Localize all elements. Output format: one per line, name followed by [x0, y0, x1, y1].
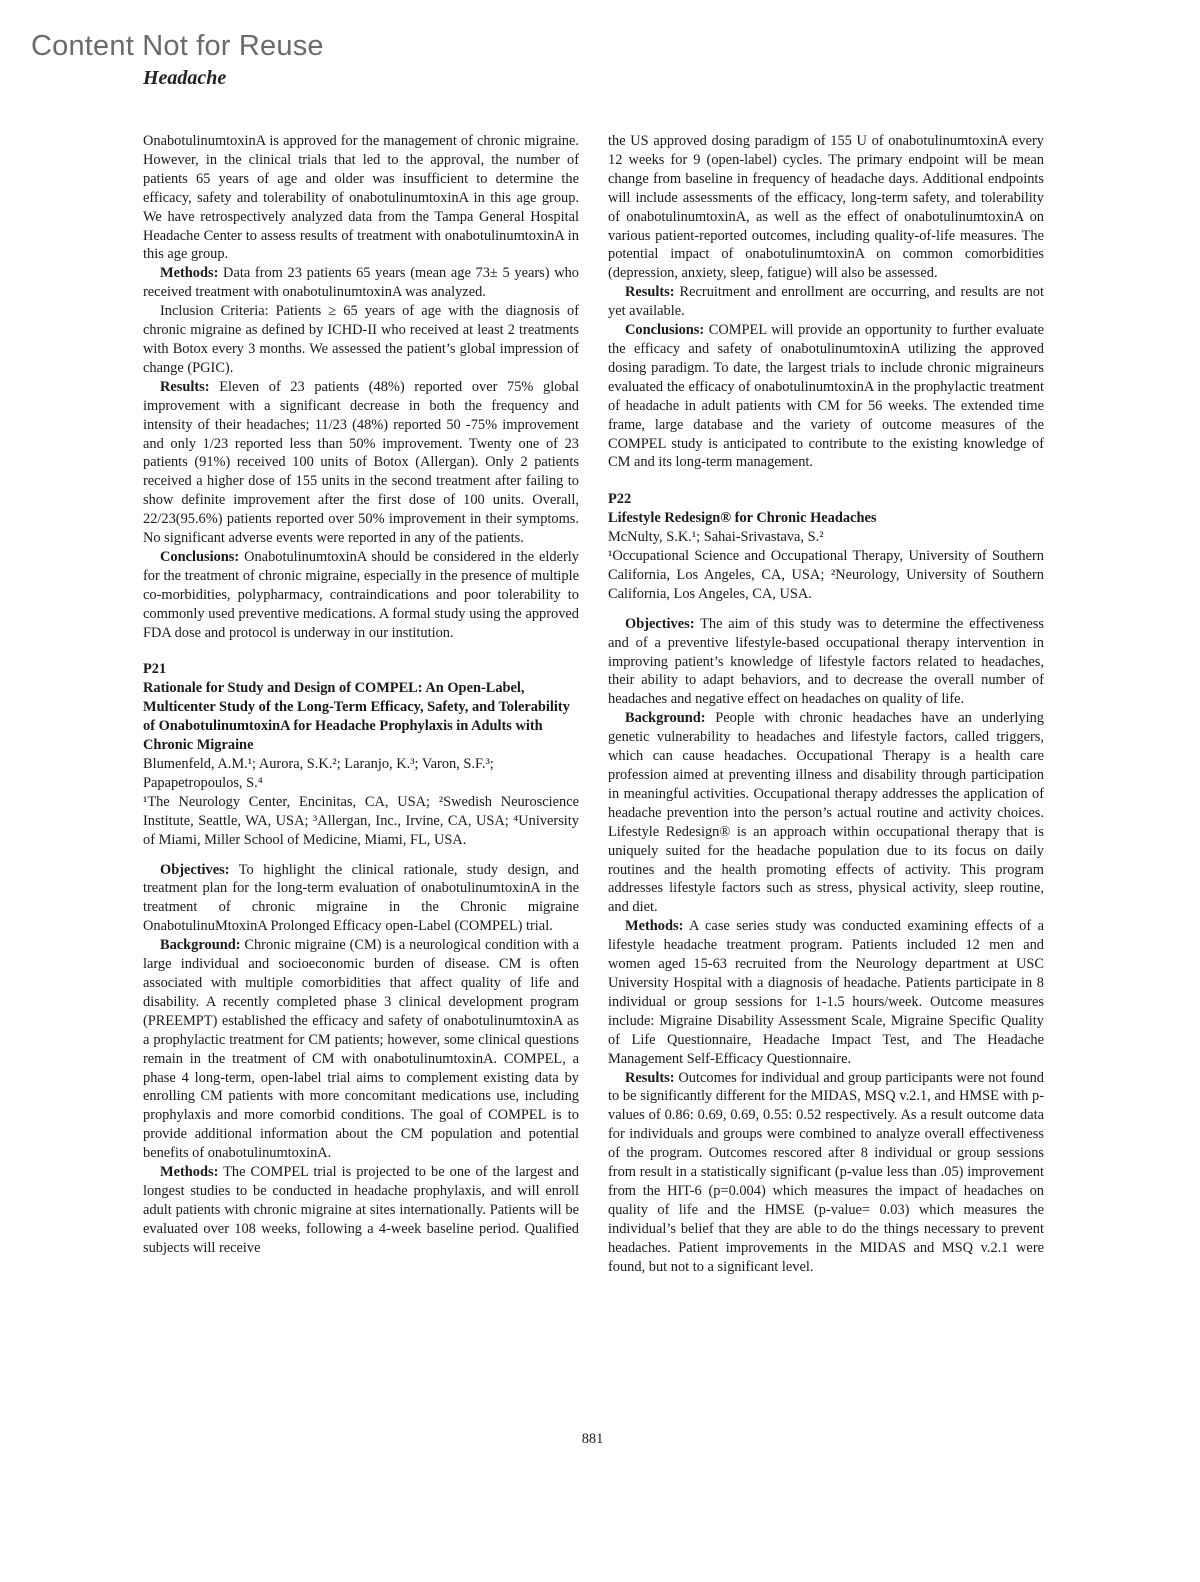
- authors-p22: McNulty, S.K.¹; Sahai-Srivastava, S.²: [608, 529, 824, 546]
- p20-methods: [143, 264, 579, 302]
- section-text: Chronic migraine (CM) is a neurological condition with a large individual and socioeconomic burden of disease. CM is often associated with multiple comorbidities that affect quality of life and disability. A recently completed phase 3 clinical development program (PREEMPT) established the efficacy and safety of onabotulinumtoxinA as a prophylactic treatment for CM patients; however, some clinical questions remain in the treatment of CM with onabotulinumtoxinA. COMPEL, a phase 4 long-term, open-label trial aims to complement existing data by enrolling CM patients with more concomitant medications use, including prophylaxis and more comorbid conditions. The goal of COMPEL is to provide additional information about the CM population and potential benefits of onabotulinumtoxinA.: [143, 937, 579, 1162]
- section-text: A case series study was conducted examining effects of a lifestyle headache treatment program. Patients included 12 men and women aged 15-63 recruited from the Neurology department at USC University Hospital with a diagnosis of headache. Patients participate in 8 individual or group sessions for 1-1.5 hours/week. Outcome measures include: Migraine Disability Assessment Scale, Migraine Specific Quality of Life Questionnaire, Headache Impact Test, and The Headache Management Self-Efficacy Questionnaire.: [608, 918, 1044, 1067]
- section-label: Methods:: [160, 1164, 219, 1181]
- section-label: Background:: [625, 710, 706, 727]
- section-text: Outcomes for individual and group participants were not found to be significantly different for the MIDAS, MSQ v.2.1, and HMSE with p-values of 0.86: 0.69, 0.69, 0.55: 0.52 respectively. As a result outcome data for individuals and groups were combined to analyze overall effectiveness of the program. Outcomes rescored after 8 individual or group sessions from result in a statistically significant (p-value less than .05) improvement from the HIT-6 (p=0.004) which measures the impact of headaches on quality of life and the HMSE (p-value= 0.03) which measures the individual’s belief that they are able to do the things necessary to prevent headaches. Patient improvements in the MIDAS and MSQ v.2.1 were found, but not to a significant level.: [608, 1069, 1044, 1275]
- section-label: Background:: [160, 937, 241, 954]
- right-column: [608, 132, 1044, 1276]
- p21-objectives: [143, 861, 579, 937]
- p20-inclusion: Inclusion Criteria: Patients ≥ 65 years of age with the diagnosis of chronic migraine as defined by ICHD-II who received at least 2 treatments with Botox every 3 months. We assessed the patient’s global impression of change (PGIC).: [143, 303, 579, 376]
- section-text: The aim of this study was to determine the effectiveness and of a preventive lifestyle-based occupational therapy intervention in improving patient’s knowledge of lifestyle factors related to headaches, their ability to adapt behaviors, and to decrease the overall number of headaches and negative effect on headaches on quality of life.: [608, 615, 1044, 708]
- section-label: Conclusions:: [160, 548, 240, 565]
- p22-objectives: [608, 615, 1044, 710]
- p20-conclusions: [143, 548, 579, 643]
- section-text: People with chronic headaches have an underlying genetic vulnerability to headaches and lifestyle factors, called triggers, which can cause headaches. Occupational Therapy is a health care profession aimed at preventing illness and disability through participation in meaningful activities. Occupational therapy addresses the application of headache prevention into the person’s actual routine and activity choices. Lifestyle Redesign® is an approach within occupational therapy that is uniquely suited for the headache population due to its focus on daily routines and the health promoting effects of activity. This program addresses lifestyle factors such as stress, physical activity, sleep routine, and diet.: [608, 710, 1044, 916]
- abstract-title-p21: Rationale for Study and Design of COMPEL: An Open-Label, Multicenter Study of the Long-Term Efficacy, Safety, and Tolerability of OnabotulinumtoxinA for Headache Prophylaxis in Adults with Chronic Migraine: [143, 680, 570, 754]
- page-number: 881: [581, 1431, 604, 1447]
- affiliations-p21: ¹The Neurology Center, Encinitas, CA, USA; ²Swedish Neuroscience Institute, Seattle, WA, USA; ³Allergan, Inc., Irvine, CA, USA; ⁴University of Miami, Miller School of Medicine, Miami, FL, USA.: [143, 793, 579, 848]
- journal-title: Headache: [143, 67, 227, 89]
- p21-conclusions: [608, 321, 1044, 472]
- section-label: Objectives:: [160, 861, 230, 878]
- p21-background: [143, 936, 579, 1163]
- authors-p21: Blumenfeld, A.M.¹; Aurora, S.K.²; Laranjo, K.³; Varon, S.F.³; Papapetropoulos, S.⁴: [143, 756, 494, 791]
- abstract-title-p22: Lifestyle Redesign® for Chronic Headaches: [608, 510, 877, 527]
- section-label: Methods:: [625, 918, 684, 935]
- left-column: [143, 132, 579, 1258]
- section-text: To highlight the clinical rationale, study design, and treatment plan for the long-term evaluation of onabotulinumtoxinA in the treatment of chronic migraine in the Chronic migraine OnabotulinuMtoxinA Prolonged Efficacy open-Label (COMPEL) trial.: [143, 861, 579, 935]
- section-text: The COMPEL trial is projected to be one of the largest and longest studies to be conducted in headache prophylaxis, and will enroll adult patients with chronic migraine at sites internationally. Patients will be evaluated over 108 weeks, following a 4-week baseline period. Qualified subjects will receive: [143, 1164, 579, 1256]
- abstract-number-p21: P21: [143, 661, 167, 678]
- p22-results: [608, 1069, 1044, 1277]
- section-text: OnabotulinumtoxinA should be considered in the elderly for the treatment of chronic migraine, especially in the presence of multiple co-morbidities, polypharmacy, contraindications and poor tolerability to commonly used preventive medications. A formal study using the approved FDA dose and protocol is underway in our institution.: [143, 548, 579, 641]
- p22-methods: [608, 917, 1044, 1068]
- p22-background: [608, 709, 1044, 917]
- section-label: Results:: [625, 284, 675, 301]
- section-text: Eleven of 23 patients (48%) reported over 75% global improvement with a significant decrease in both the frequency and intensity of their headaches; 11/23 (48%) reported 50 -75% improvement and only 1/23 reported less than 50% improvement. Twenty one of 23 patients (91%) received 100 units of Botox (Allergan). Only 2 patients received a higher dose of 155 units in the second treatment after failing to show definite improvement after the first dose of 100 units. Overall, 22/23(95.6%) patients reported over 50% improvement in their symptoms. No significant adverse events were reported in any of the patients.: [143, 378, 579, 547]
- section-label: Results:: [625, 1069, 675, 1086]
- section-label: Objectives:: [625, 615, 695, 632]
- p21-methods: [143, 1163, 579, 1258]
- section-label: Methods:: [160, 265, 219, 282]
- section-label: Conclusions:: [625, 322, 705, 339]
- affiliations-p22: ¹Occupational Science and Occupational Therapy, University of Southern California, Los Angeles, CA, USA; ²Neurology, University of Southern California, Los Angeles, CA, USA.: [608, 548, 1044, 602]
- p20-results: [143, 378, 579, 548]
- p21-methods-continued: the US approved dosing paradigm of 155 U of onabotulinumtoxinA every 12 weeks for 9 (open-label) cycles. The primary endpoint will be mean change from baseline in frequency of headache days. Additional endpoints will include assessments of the efficacy, long-term safety, and tolerability of onabotulinumtoxinA, as well as the effect of onabotulinumtoxinA on various patient-reported outcomes, including quality-of-life measures. The potential impact of onabotulinumtoxinA on common comorbidities (depression, anxiety, sleep, fatigue) will also be assessed.: [608, 133, 1044, 282]
- watermark: Content Not for Reuse: [31, 30, 324, 62]
- section-text: COMPEL will provide an opportunity to further evaluate the efficacy and safety of onabotulinumtoxinA utilizing the approved dosing paradigm. To date, the largest trials to include chronic migraineurs evaluated the efficacy of onabotulinumtoxinA in the prophylactic treatment of headache in adult patients with CM for 56 weeks. The extended time frame, large database and the variety of outcome measures of the COMPEL study is anticipated to contribute to the existing knowledge of CM and its long-term management.: [608, 322, 1044, 471]
- p21-results: [608, 283, 1044, 321]
- section-label: Results:: [160, 378, 210, 395]
- p20-intro: OnabotulinumtoxinA is approved for the management of chronic migraine. However, in the clinical trials that led to the approval, the number of patients 65 years of age and older was insufficient to determine the efficacy, safety and tolerability of onabotulinumtoxinA in this age group. We have retrospectively analyzed data from the Tampa General Hospital Headache Center to assess results of treatment with onabotulinumtoxinA in this age group.: [143, 133, 579, 263]
- abstract-number-p22: P22: [608, 491, 632, 508]
- section-text: Recruitment and enrollment are occurring, and results are not yet available.: [608, 284, 1044, 320]
- section-text: Data from 23 patients 65 years (mean age 73± 5 years) who received treatment with onabotulinumtoxinA was analyzed.: [143, 265, 579, 301]
